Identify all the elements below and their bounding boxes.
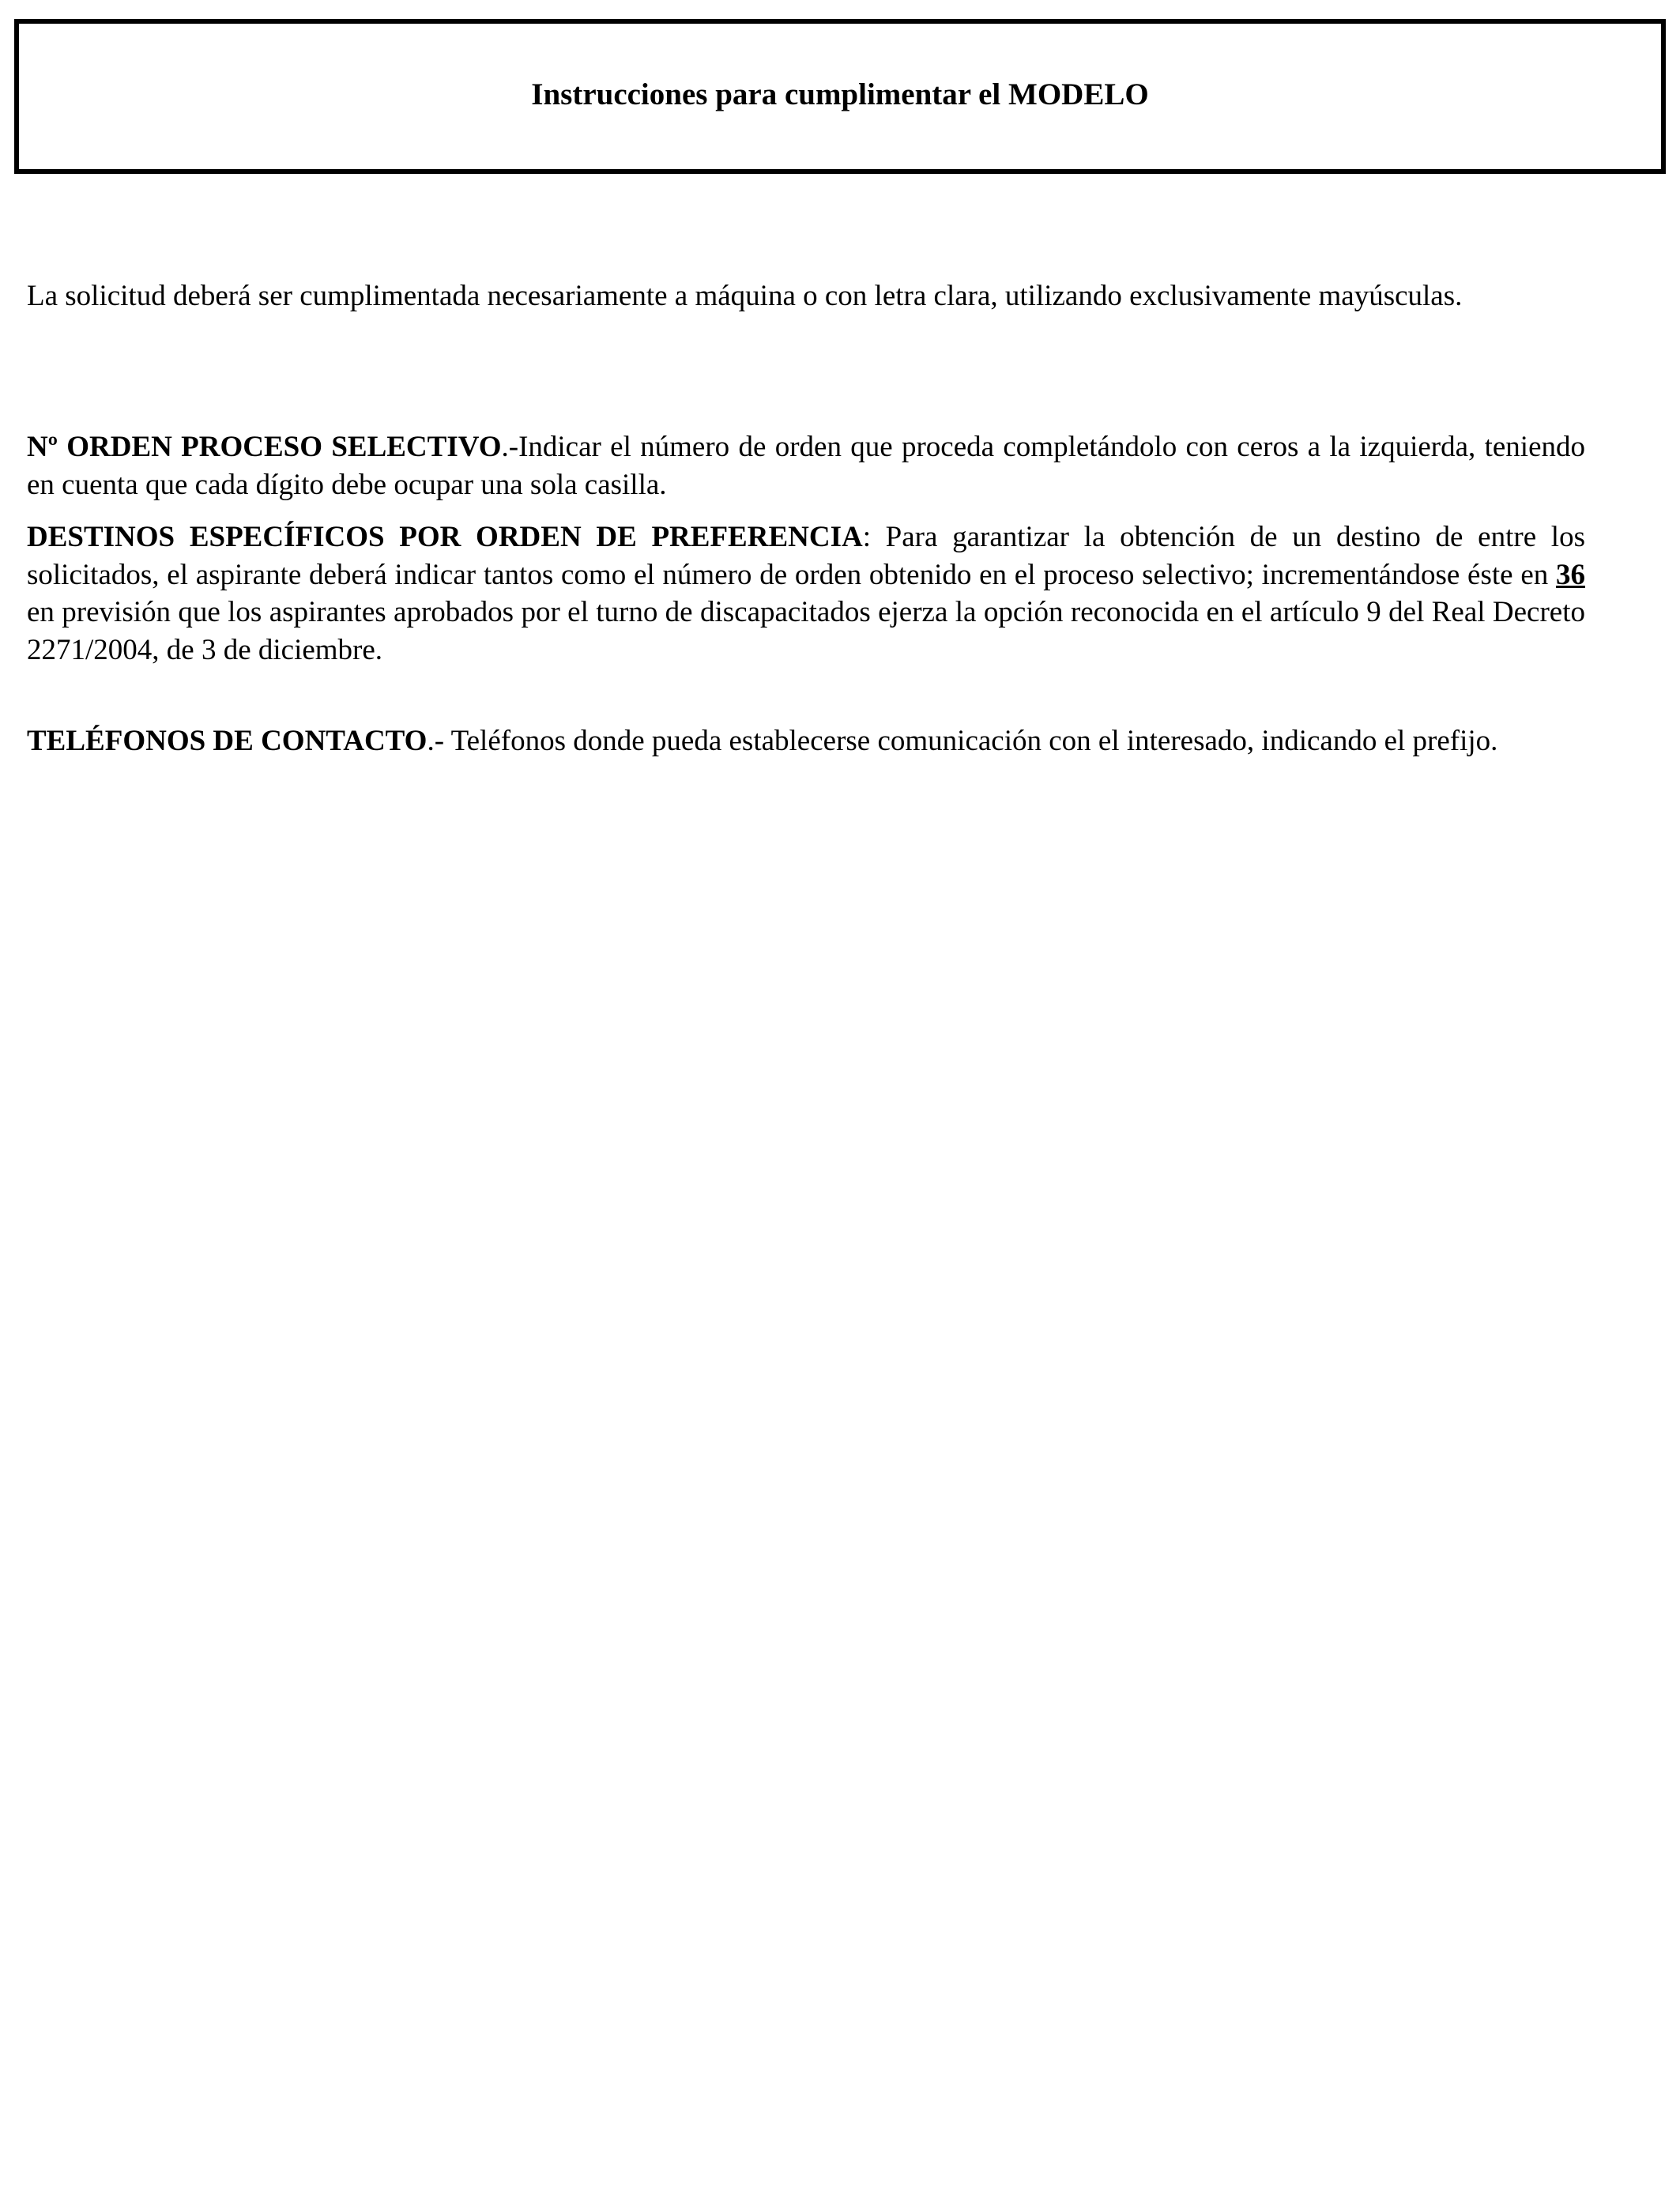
destinos-paragraph	[27, 518, 1585, 669]
orden-text: .-Indicar el número de orden que proceda completándolo con ceros a la izquierda, teniendo en cuenta que cada dígito debe ocupar una sola casilla.	[27, 431, 1585, 501]
telefonos-paragraph	[27, 722, 1585, 760]
orden-heading: Nº ORDEN PROCESO SELECTIVO	[27, 431, 502, 463]
intro-paragraph	[27, 277, 1585, 315]
telefonos-text: .- Teléfonos donde pueda establecerse comunicación con el interesado, indicando el prefijo.	[427, 725, 1498, 757]
telefonos-heading: TELÉFONOS DE CONTACTO	[27, 725, 428, 757]
destinos-emphasis: 36	[1556, 558, 1585, 591]
destinos-text-before: : Para garantizar la obtención de un destino de entre los solicitados, el aspirante deberá indicar tantos como el número de orden obtenido en el proceso selectivo; incrementándose éste en	[27, 521, 1585, 591]
page-title: Instrucciones para cumplimentar el MODELO	[531, 77, 1149, 111]
destinos-text-after: en previsión que los aspirantes aprobados por el turno de discapacitados ejerza la opción reconocida en el artículo 9 del Real Decreto 2271/2004, de 3 de diciembre.	[27, 596, 1585, 666]
destinos-heading: DESTINOS ESPECÍFICOS POR ORDEN DE PREFERENCIA	[27, 521, 863, 553]
intro-text: La solicitud deberá ser cumplimentada necesariamente a máquina o con letra clara, utilizando exclusivamente mayúsculas.	[27, 280, 1463, 312]
title-box	[14, 19, 1666, 174]
orden-paragraph	[27, 428, 1585, 503]
